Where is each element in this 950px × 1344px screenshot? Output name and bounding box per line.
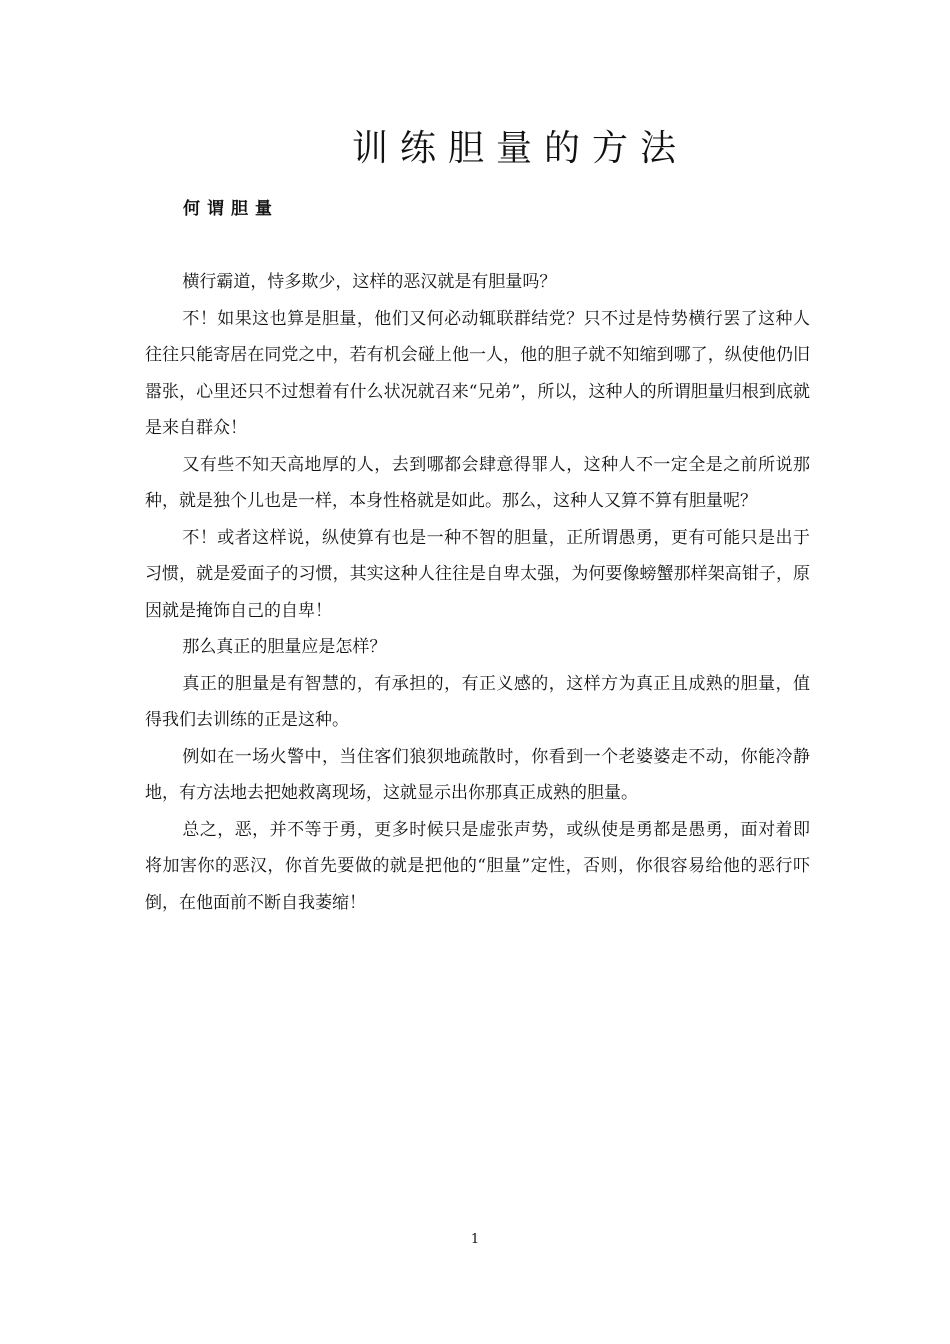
document-body xyxy=(145,264,810,921)
paragraph: 又有些不知天高地厚的人，去到哪都会肆意得罪人，这种人不一定全是之前所说那种，就是独个儿也是一样，本身性格就是如此。那么，这种人又算不算有胆量呢？ xyxy=(145,454,810,511)
paragraph: 不！如果这也算是胆量，他们又何必动辄联群结党？只不过是恃势横行罢了这种人往往只能寄居在同党之中，若有机会碰上他一人，他的胆子就不知缩到哪了，纵使他仍旧嚣张，心里还只不过想着有什么状况就召来“兄弟”，所以，这种人的所谓胆量归根到底就是来自群众！ xyxy=(145,308,810,438)
paragraph: 例如在一场火警中，当住客们狼狈地疏散时，你看到一个老婆婆走不动，你能冷静地，有方法地去把她救离现场，这就显示出你那真正成熟的胆量。 xyxy=(145,746,810,803)
paragraph: 那么真正的胆量应是怎样？ xyxy=(182,637,387,657)
paragraph: 真正的胆量是有智慧的，有承担的，有正义感的，这样方为真正且成熟的胆量，值得我们去训练的正是这种。 xyxy=(145,673,810,730)
paragraph: 不！或者这样说，纵使算有也是一种不智的胆量，正所谓愚勇，更有可能只是出于习惯，就是爱面子的习惯，其实这种人往往是自卑太强，为何要像螃蟹那样架高钳子，原因就是掩饰自己的自卑！ xyxy=(145,527,810,621)
section-heading: 何谓胆量 xyxy=(183,199,279,219)
paragraph: 横行霸道，恃多欺少，这样的恶汉就是有胆量吗？ xyxy=(182,272,557,292)
document-title: 训练胆量的方法 xyxy=(352,128,689,169)
page-number: 1 xyxy=(470,1232,480,1247)
paragraph: 总之，恶，并不等于勇，更多时候只是虚张声势，或纵使是勇都是愚勇，面对着即将加害你的恶汉，你首先要做的就是把他的“胆量”定性，否则，你很容易给他的恶行吓倒，在他面前不断自我萎缩！ xyxy=(145,819,810,913)
